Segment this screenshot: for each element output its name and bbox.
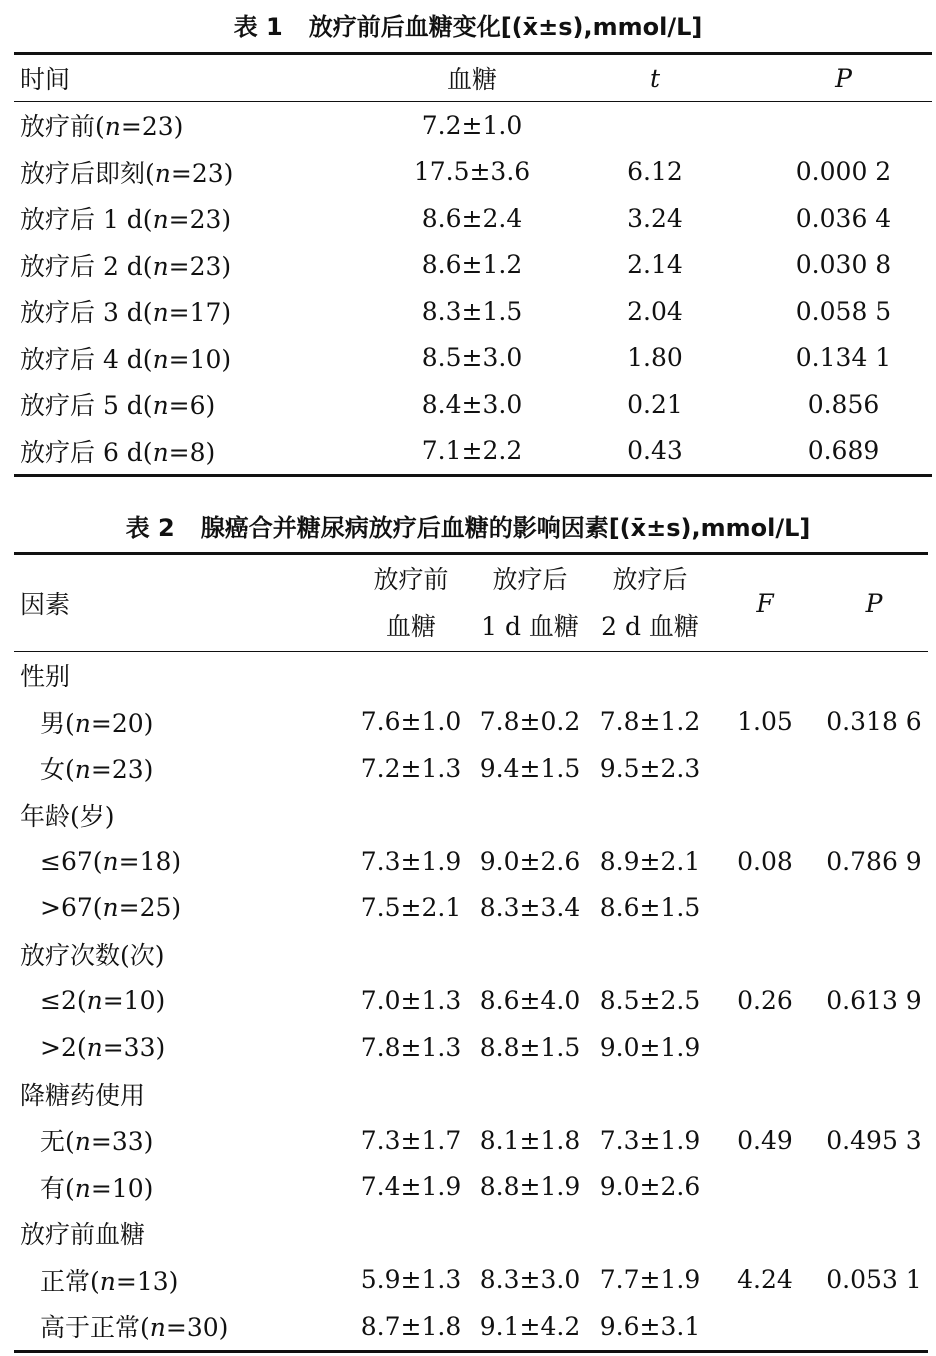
group-name-cell: 放疗前血糖 [20,1220,146,1250]
table-row [14,1164,928,1211]
table2-header-post2: 放疗后 2 d 血糖 [590,554,710,652]
table1-header-glucose: 血糖 [389,54,555,102]
post1-glucose-cell: 8.3±3.0 [479,1265,581,1295]
p-value-cell [820,885,928,932]
table2-header-pre: 放疗前 血糖 [352,554,470,652]
table2-header-factor: 因素 [14,554,352,652]
p-value-cell: 0.495 3 [826,1125,922,1155]
p-value-cell: 0.053 1 [826,1265,922,1295]
table-row [14,335,932,382]
table-row [14,242,932,289]
p-value-cell: 0.036 4 [795,203,892,233]
p-value-cell: 0.030 8 [795,250,892,280]
time-cell: 放疗前(n=23) [20,112,184,142]
glucose-cell: 7.1±2.2 [421,436,523,466]
pre-glucose-cell: 5.9±1.3 [360,1265,462,1295]
post2-glucose-cell: 7.3±1.9 [599,1125,701,1155]
table1-header-p: P [755,54,932,102]
factor-label-cell: ≤2(n=10) [40,986,166,1016]
post2-glucose-cell: 9.6±3.1 [599,1311,701,1341]
glucose-cell: 8.5±3.0 [421,343,523,373]
pre-glucose-cell: 7.6±1.0 [360,707,462,737]
time-cell: 放疗后 1 d(n=23) [20,205,232,235]
p-value-cell: 0.318 6 [826,707,922,737]
table1-title: 放疗前后血糖变化[(x̄±s),mmol/L] [308,13,703,41]
table1-caption [0,12,936,42]
post2-glucose-cell: 8.5±2.5 [599,986,701,1016]
t-value-cell: 1.80 [627,343,683,373]
table1-header-row [14,54,932,102]
post1-glucose-cell: 9.1±4.2 [479,1311,581,1341]
f-value-cell: 4.24 [737,1265,793,1295]
factor-label-cell: 有(n=10) [40,1173,154,1203]
table-row [14,1024,928,1071]
pre-glucose-cell: 7.4±1.9 [360,1172,462,1202]
glucose-cell: 8.6±1.2 [421,250,523,280]
table-row [14,381,932,428]
glucose-cell: 8.4±3.0 [421,389,523,419]
table-row [14,885,928,932]
table-row [14,288,932,335]
post1-glucose-cell: 9.0±2.6 [479,846,581,876]
time-cell: 放疗后 3 d(n=17) [20,298,232,328]
group-name-cell: 降糖药使用 [20,1080,146,1110]
p-value-cell [820,1024,928,1071]
table-row [14,195,932,242]
glucose-cell: 17.5±3.6 [413,157,531,187]
post2-glucose-cell: 8.6±1.5 [599,893,701,923]
group-row [14,1071,928,1118]
post2-glucose-cell: 8.9±2.1 [599,846,701,876]
f-value-cell: 1.05 [737,707,793,737]
group-name-cell: 性别 [20,662,71,692]
table-row [14,1303,928,1351]
table2 [14,552,928,1353]
t-value-cell [555,102,755,149]
p-value-cell: 0.134 1 [795,343,892,373]
table2-caption [0,513,936,543]
table-row [14,1257,928,1304]
group-name-cell: 放疗次数(次) [20,941,165,971]
p-value-cell: 0.000 2 [795,157,892,187]
glucose-cell: 8.3±1.5 [421,296,523,326]
pre-glucose-cell: 7.3±1.7 [360,1125,462,1155]
table1-body [14,102,932,476]
table-row [14,978,928,1025]
f-value-cell: 0.26 [737,986,793,1016]
f-value-cell [710,1164,820,1211]
pre-glucose-cell: 7.0±1.3 [360,986,462,1016]
t-value-cell: 2.14 [627,250,683,280]
table-row [14,745,928,792]
time-cell: 放疗后即刻(n=23) [20,158,234,188]
post2-glucose-cell: 7.8±1.2 [599,707,701,737]
pre-glucose-cell: 7.8±1.3 [360,1032,462,1062]
t-value-cell: 2.04 [627,296,683,326]
p-value-cell: 0.613 9 [826,986,922,1016]
post1-glucose-cell: 8.8±1.5 [479,1032,581,1062]
pre-glucose-cell: 7.3±1.9 [360,846,462,876]
p-value-cell [755,102,932,149]
factor-label-cell: 男(n=20) [40,708,154,738]
table2-header-p: P [820,554,928,652]
factor-label-cell: >67(n=25) [40,893,182,923]
t-value-cell: 0.21 [627,389,683,419]
p-value-cell: 0.856 [807,389,880,419]
p-value-cell [820,1164,928,1211]
t-value-cell: 0.43 [627,436,683,466]
factor-label-cell: 女(n=23) [40,755,154,785]
table2-title: 腺癌合并糖尿病放疗后血糖的影响因素[(x̄±s),mmol/L] [200,514,811,542]
post2-glucose-cell: 7.7±1.9 [599,1265,701,1295]
table-row [14,838,928,885]
post1-glucose-cell: 7.8±0.2 [479,707,581,737]
p-value-cell: 0.786 9 [826,846,922,876]
table-row [14,428,932,476]
time-cell: 放疗后 2 d(n=23) [20,251,232,281]
table2-label: 表 2 [125,514,175,542]
factor-label-cell: 正常(n=13) [40,1266,179,1296]
glucose-cell: 8.6±2.4 [421,203,523,233]
table-row [14,1117,928,1164]
post1-glucose-cell: 8.8±1.9 [479,1172,581,1202]
table-row [14,699,928,746]
post2-glucose-cell: 9.0±2.6 [599,1172,701,1202]
group-row [14,1210,928,1257]
group-row [14,931,928,978]
f-value-cell: 0.08 [737,846,793,876]
time-cell: 放疗后 4 d(n=10) [20,344,232,374]
factor-label-cell: 无(n=33) [40,1127,154,1157]
table1-header-time: 时间 [14,54,389,102]
post2-glucose-cell: 9.0±1.9 [599,1032,701,1062]
p-value-cell: 0.058 5 [795,296,892,326]
post1-glucose-cell: 8.1±1.8 [479,1125,581,1155]
table2-header-post1: 放疗后 1 d 血糖 [470,554,590,652]
p-value-cell [820,1303,928,1351]
table2-header-row [14,554,928,652]
post1-glucose-cell: 8.6±4.0 [479,986,581,1016]
p-value-cell: 0.689 [807,436,880,466]
post2-glucose-cell: 9.5±2.3 [599,753,701,783]
factor-label-cell: >2(n=33) [40,1032,166,1062]
f-value-cell: 0.49 [737,1125,793,1155]
pre-glucose-cell: 7.2±1.3 [360,753,462,783]
table1-header-t: t [555,54,755,102]
pre-glucose-cell: 7.5±2.1 [360,893,462,923]
group-row [14,652,928,699]
table2-body [14,652,928,1352]
factor-label-cell: ≤67(n=18) [40,846,182,876]
table-row [14,149,932,196]
time-cell: 放疗后 5 d(n=6) [20,391,216,421]
group-row [14,792,928,839]
table1 [14,52,932,477]
p-value-cell [820,745,928,792]
group-name-cell: 年龄(岁) [20,801,115,831]
post1-glucose-cell: 8.3±3.4 [479,893,581,923]
time-cell: 放疗后 6 d(n=8) [20,437,216,467]
f-value-cell [710,745,820,792]
table2-header-f: F [710,554,820,652]
post1-glucose-cell: 9.4±1.5 [479,753,581,783]
f-value-cell [710,1024,820,1071]
table1-label: 表 1 [233,13,283,41]
table-row [14,102,932,149]
t-value-cell: 3.24 [627,203,683,233]
glucose-cell: 7.2±1.0 [421,110,523,140]
f-value-cell [710,1303,820,1351]
pre-glucose-cell: 8.7±1.8 [360,1311,462,1341]
factor-label-cell: 高于正常(n=30) [40,1313,229,1343]
f-value-cell [710,885,820,932]
t-value-cell: 6.12 [627,157,683,187]
